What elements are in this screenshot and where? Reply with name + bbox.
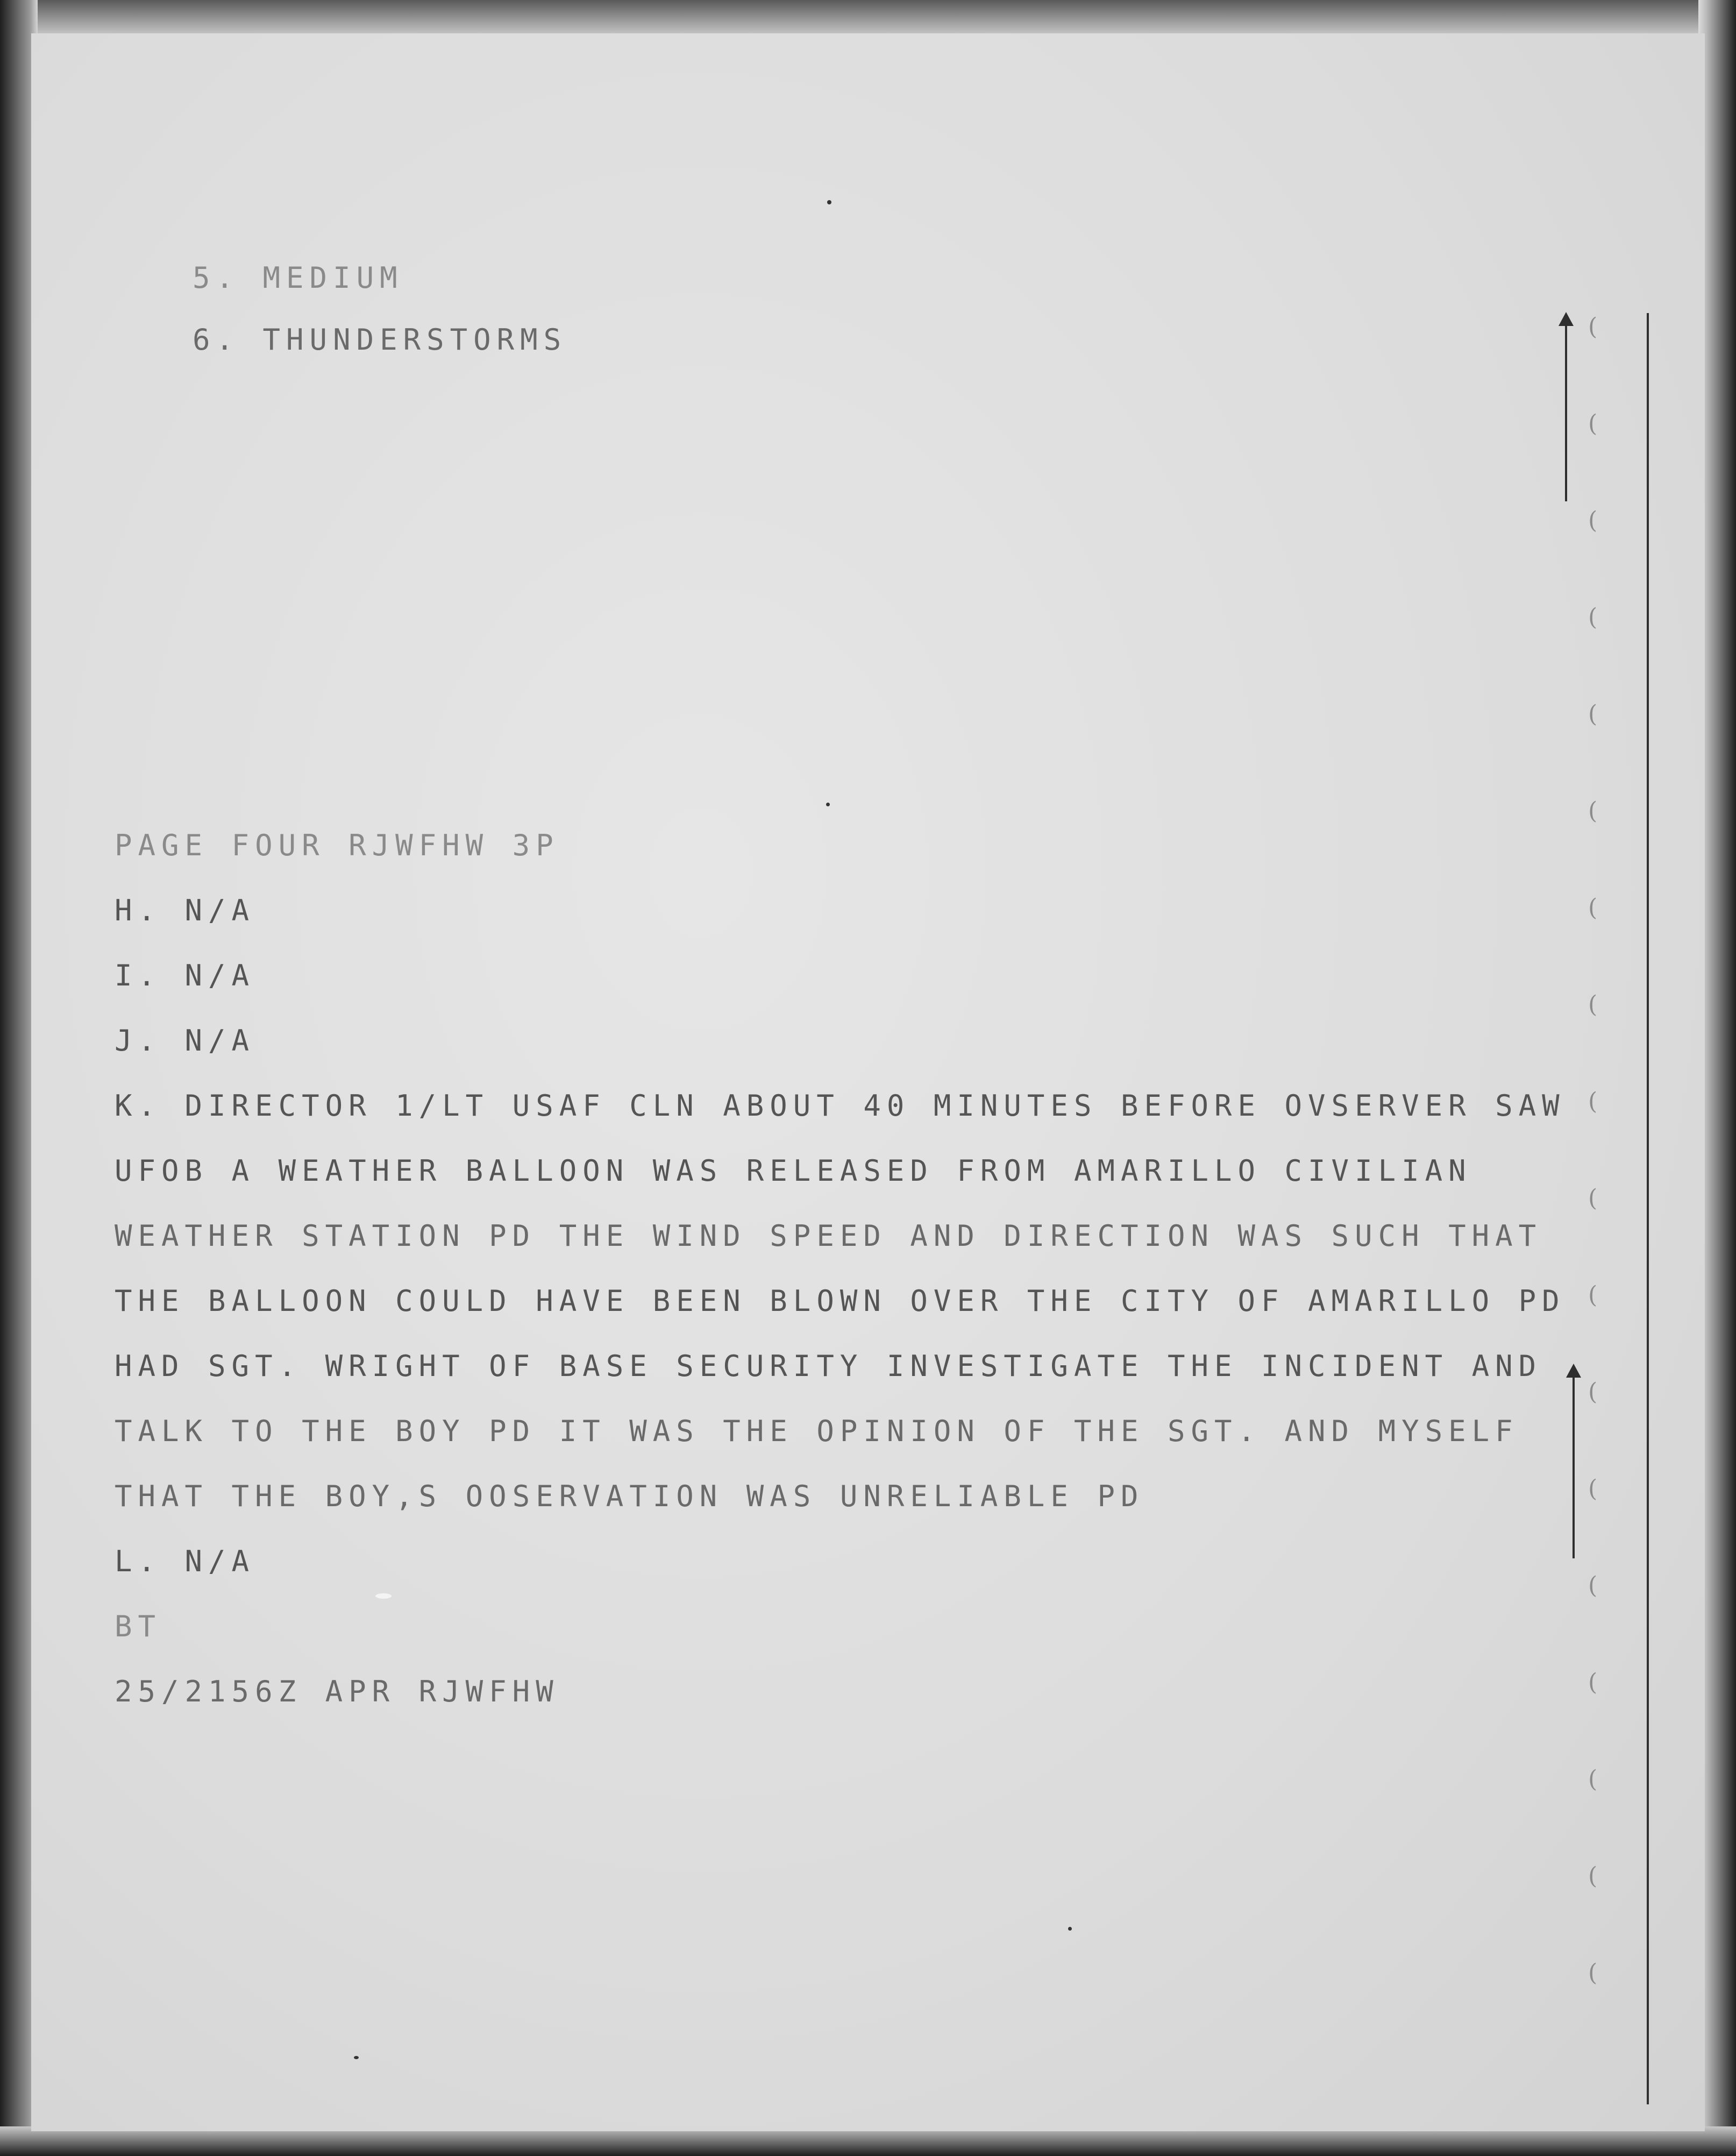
- doc-line-item-i: I. N/A: [115, 959, 255, 992]
- sprocket-mark-icon: (: [1588, 991, 1598, 1018]
- document-page: [31, 33, 1705, 2131]
- sprocket-mark-icon: (: [1588, 604, 1598, 631]
- sprocket-mark-icon: (: [1588, 894, 1598, 921]
- doc-line-item-k-6: TALK TO THE BOY PD IT WAS THE OPINION OF THE SGT. AND MYSELF: [115, 1414, 1519, 1448]
- doc-line-item-k-3: WEATHER STATION PD THE WIND SPEED AND DIRECTION WAS SUCH THAT: [115, 1219, 1542, 1253]
- doc-line-item-j: J. N/A: [115, 1024, 255, 1058]
- scan-speck: [354, 2056, 359, 2059]
- margin-rule: [1647, 313, 1649, 2104]
- doc-line-item-h: H. N/A: [115, 893, 255, 927]
- sprocket-mark-icon: (: [1588, 1669, 1598, 1696]
- sprocket-mark-icon: (: [1588, 1185, 1598, 1212]
- sprocket-mark-icon: (: [1588, 410, 1598, 437]
- doc-line-weather-item-5: 5. MEDIUM: [193, 261, 403, 295]
- doc-line-item-k-1: K. DIRECTOR 1/LT USAF CLN ABOUT 40 MINUTES BEFORE OVSERVER SAW: [115, 1089, 1566, 1123]
- scan-speck: [826, 803, 830, 806]
- sprocket-mark-icon: (: [1588, 1862, 1598, 1890]
- scan-speck: [375, 1593, 392, 1599]
- arrow-up-icon: [1565, 324, 1567, 501]
- sprocket-mark-icon: (: [1588, 1475, 1598, 1502]
- scan-speck: [827, 200, 831, 204]
- sprocket-mark-icon: (: [1588, 1765, 1598, 1793]
- doc-line-item-k-7: THAT THE BOY,S OOSERVATION WAS UNRELIABLE PD: [115, 1479, 1144, 1513]
- doc-line-item-k-4: THE BALLOON COULD HAVE BEEN BLOWN OVER THE CITY OF AMARILLO PD: [115, 1284, 1566, 1318]
- arrow-up-icon: [1573, 1375, 1575, 1558]
- sprocket-mark-icon: (: [1588, 797, 1598, 825]
- sprocket-mark-icon: (: [1588, 1378, 1598, 1406]
- sprocket-mark-icon: (: [1588, 1572, 1598, 1599]
- sprocket-mark-icon: (: [1588, 700, 1598, 728]
- doc-line-weather-item-6: 6. THUNDERSTORMS: [193, 323, 567, 357]
- sprocket-mark-icon: (: [1588, 507, 1598, 534]
- scan-top-edge: [0, 0, 1736, 38]
- doc-line-date-time-group: 25/2156Z APR RJWFHW: [115, 1675, 559, 1708]
- scan-speck: [1068, 1927, 1072, 1931]
- sprocket-mark-icon: (: [1588, 1959, 1598, 1987]
- page-header: PAGE FOUR RJWFHW 3P: [115, 828, 559, 862]
- doc-line-item-l: L. N/A: [115, 1544, 255, 1578]
- doc-line-break-marker: BT: [115, 1609, 162, 1643]
- sprocket-mark-icon: (: [1588, 1281, 1598, 1309]
- doc-line-item-k-2: UFOB A WEATHER BALLOON WAS RELEASED FROM AMARILLO CIVILIAN: [115, 1154, 1472, 1188]
- doc-line-item-k-5: HAD SGT. WRIGHT OF BASE SECURITY INVESTIGATE THE INCIDENT AND: [115, 1349, 1542, 1383]
- sprocket-mark-icon: (: [1588, 1088, 1598, 1115]
- sprocket-mark-icon: (: [1588, 313, 1598, 341]
